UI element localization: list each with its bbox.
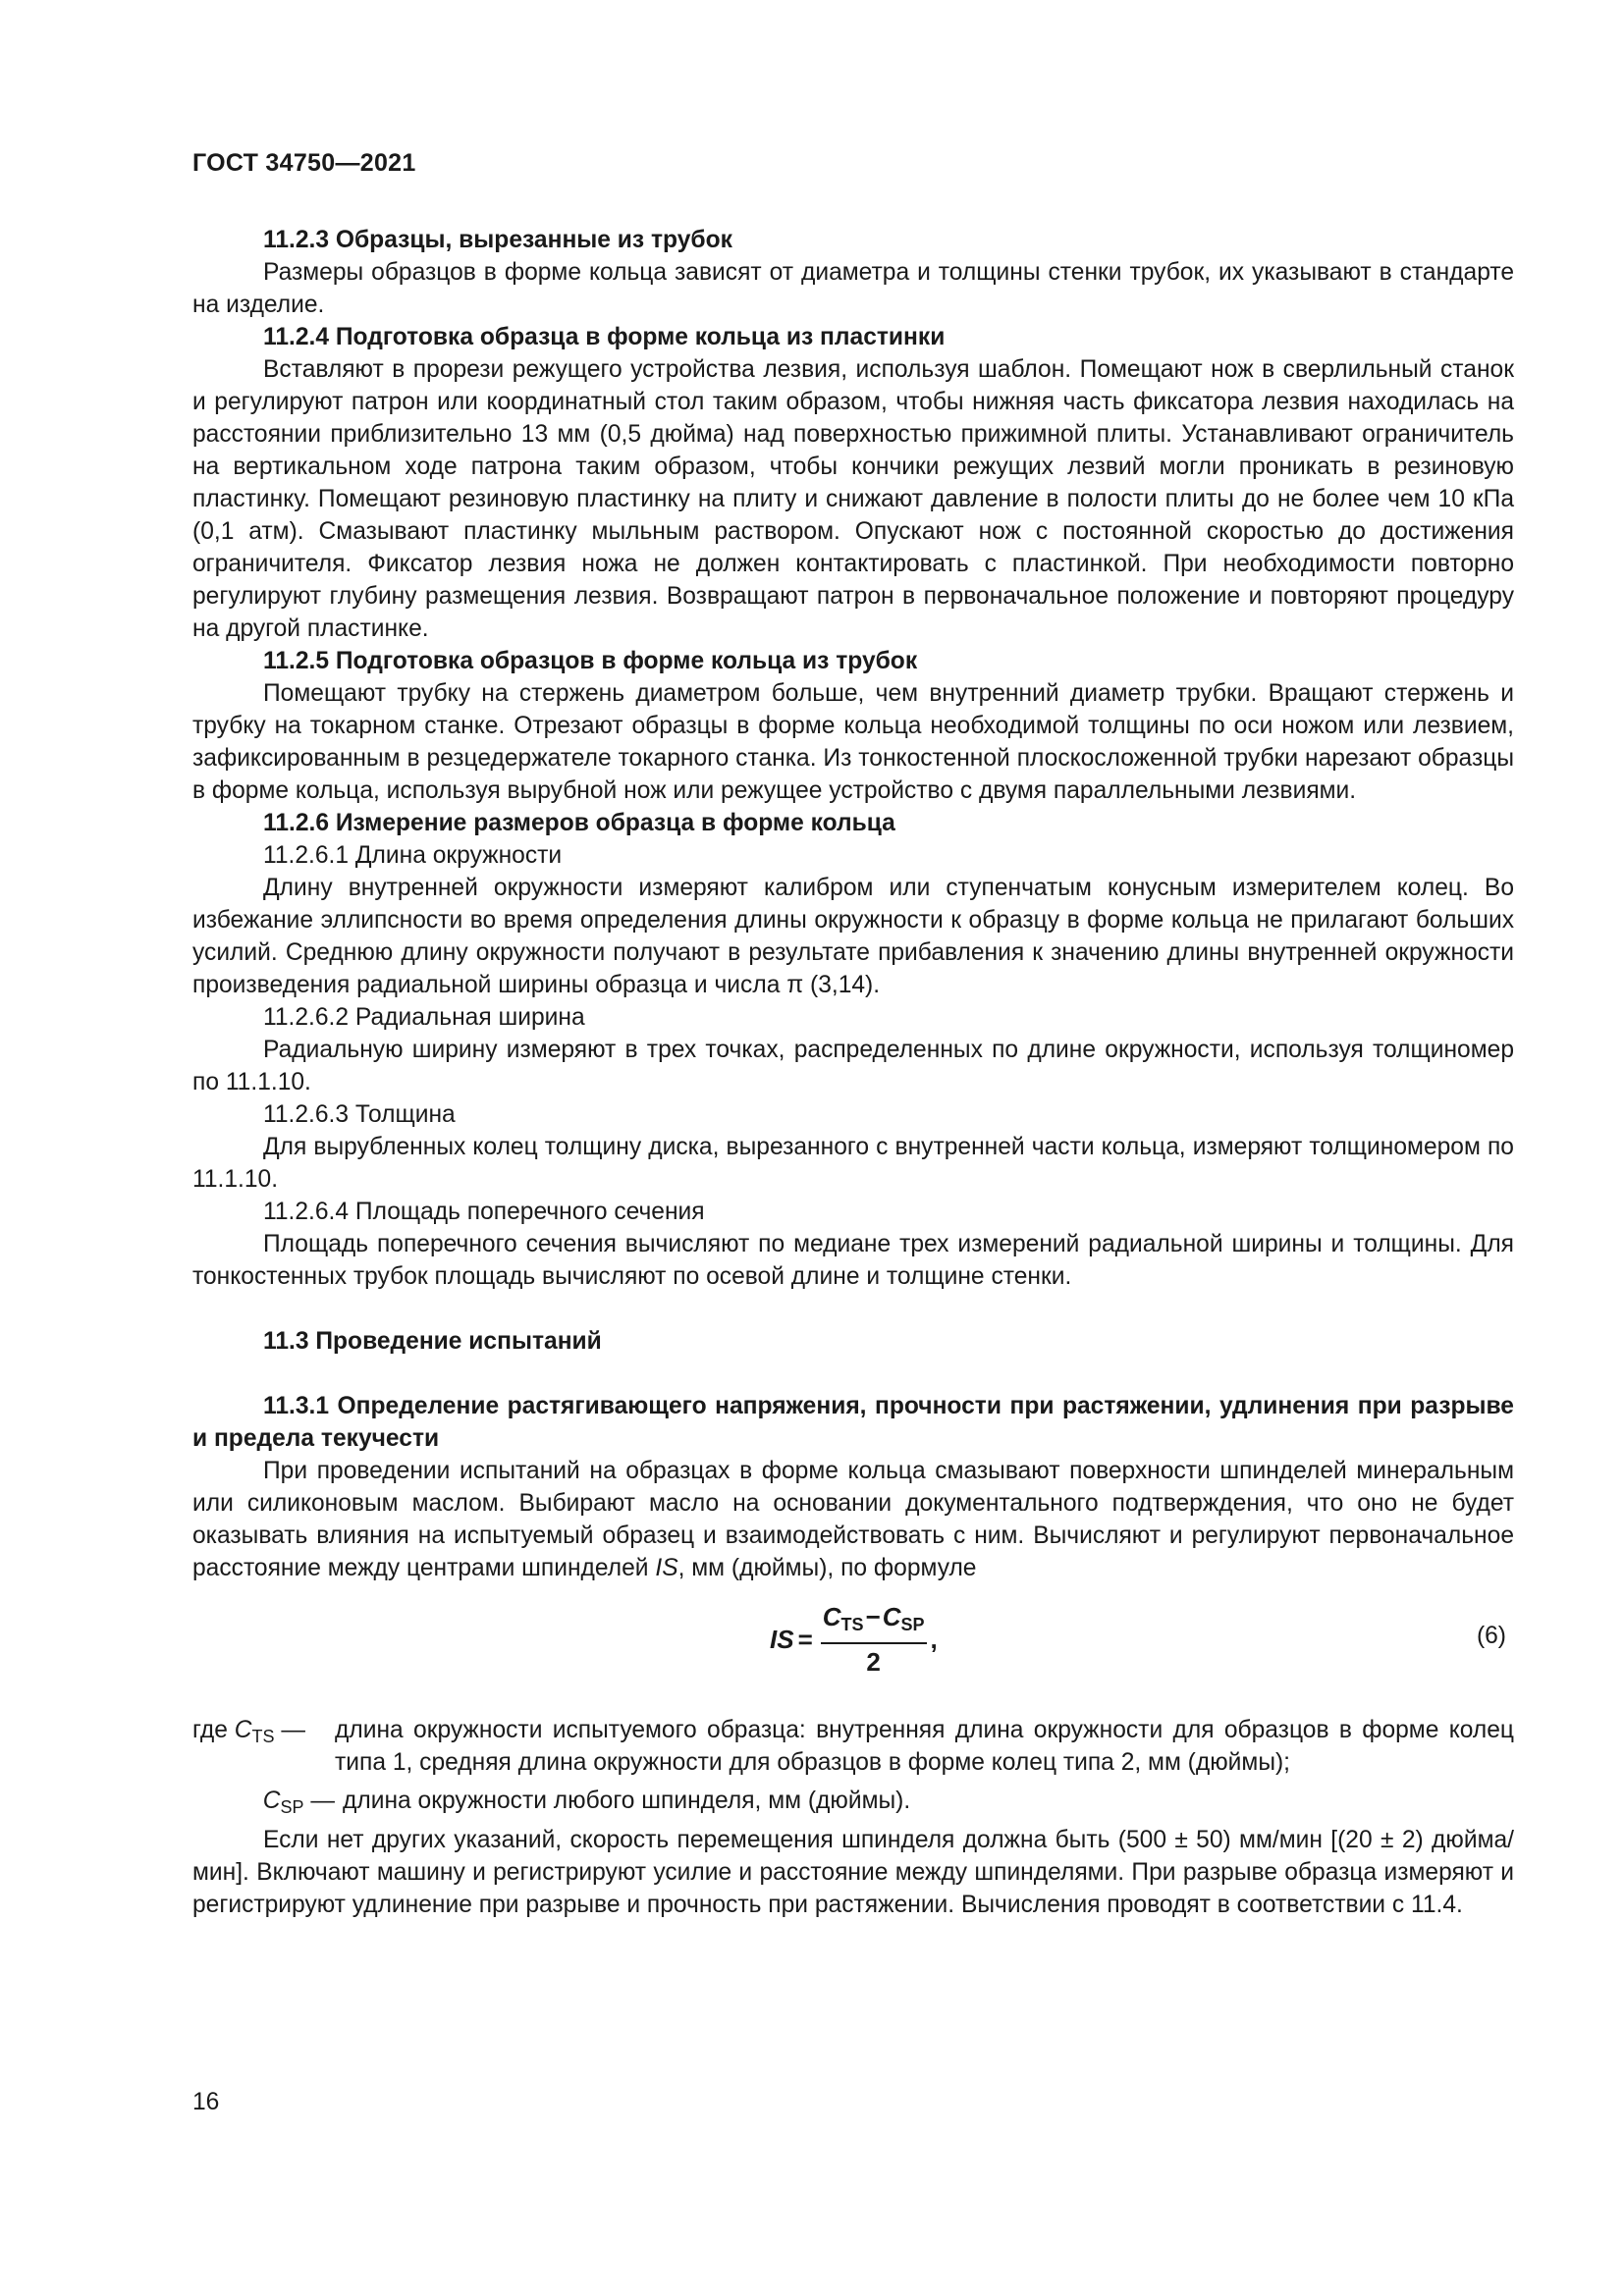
- section-11-2-6-3-title: 11.2.6.3 Толщина: [263, 1101, 456, 1128]
- formula-6: [192, 1602, 1514, 1692]
- where-csp-c: C: [262, 1788, 281, 1814]
- where-cts-sub: TS: [251, 1727, 275, 1746]
- formula-minus: −: [865, 1602, 881, 1631]
- section-11-3-1-text-b: , мм (дюймы), по формуле: [677, 1555, 977, 1581]
- where-lead: где: [192, 1717, 228, 1743]
- formula-lhs: IS: [770, 1625, 794, 1654]
- section-11-2-6-2-title: 11.2.6.2 Радиальная ширина: [263, 1004, 585, 1031]
- document-id: ГОСТ 34750—2021: [192, 149, 416, 177]
- section-11-2-5-text: Помещают трубку на стержень диаметром больше, чем внутренний диаметр трубки. Вращают стержень и трубку на токарном станке. Отрезают образцы в форме кольца необходимой толщины по оси ножом или лезвием, зафиксированным в резцедержателе токарного станка. Из тонкостенной плоскосложенной трубки нарезают образцы в форме кольца, используя вырубной нож или режущее устройство с двумя параллельными лезвиями.: [192, 680, 1514, 804]
- section-11-2-6-1-text: Длину внутренней окружности измеряют калибром или ступенчатым конусным измерителем колец. Во избежание эллипсности во время определения длины окружности к образцу в форме кольца не прилагают больших усилий. Среднюю длину окружности получают в результате прибавления к значению длины внутренней окружности произведения радиальной ширины образца и числа π (3,14).: [192, 875, 1514, 998]
- section-11-2-6-2-text: Радиальную ширину измеряют в трех точках, распределенных по длине окружности, используя толщиномер по 11.1.10.: [192, 1037, 1514, 1095]
- formula-c1: C: [822, 1602, 841, 1631]
- section-11-3-1-text: [192, 1455, 1514, 1584]
- formula-number: (6): [1476, 1623, 1506, 1649]
- section-11-3-1-text-a: При проведении испытаний на образцах в форме кольца смазывают поверхности шпинделей минеральным или силиконовым маслом. Выбирают масло на основании документального подтверждения, что оно не будет оказывать влияния на испытуемый образец и взаимодействовать с ним. Вычисляют и регулируют первоначальное расстояние между центрами шпинделей: [192, 1458, 1514, 1581]
- formula-sp: SP: [900, 1615, 925, 1634]
- where-cts-c: C: [234, 1717, 252, 1743]
- formula-equals: =: [797, 1625, 813, 1654]
- section-11-2-4-text: Вставляют в прорези режущего устройства лезвия, используя шаблон. Помещают нож в сверлильный станок и регулируют патрон или координатный стол таким образом, чтобы нижняя часть фиксатора лезвия находилась на расстоянии приблизительно 13 мм (0,5 дюйма) над поверхностью прижимной плиты. Устанавливают ограничитель на вертикальном ходе патрона таким образом, чтобы кончики режущих лезвий могли проникать в резиновую пластинку. Помещают резиновую пластинку на плиту и снижают давление в полости плиты до не более чем 10 кПа (0,1 атм). Смазывают пластинку мыльным раствором. Опускают нож с постоянной скоростью до достижения ограничителя. Фиксатор лезвия ножа не должен контактировать с пластинкой. При необходимости повторно регулируют глубину размещения лезвия. Возвращают патрон в первоначальное положение и повторяют процедуру на другой пластинке.: [192, 356, 1514, 642]
- where-dash-2: —: [310, 1788, 335, 1814]
- where-dash-1: —: [281, 1717, 305, 1743]
- section-11-2-5-title: 11.2.5 Подготовка образцов в форме кольца из трубок: [263, 648, 918, 674]
- formula-c2: C: [882, 1602, 901, 1631]
- document-body: [192, 224, 1514, 1921]
- where-term-cts: [192, 1714, 335, 1779]
- formula-ts: TS: [840, 1615, 864, 1634]
- where-desc-cts: длина окружности испытуемого образца: внутренняя длина окружности для образцов в форме колец типа 1, средняя длина окружности для образцов в форме колец типа 2, мм (дюймы);: [335, 1717, 1514, 1776]
- where-term-csp: [192, 1785, 335, 1824]
- where-desc-csp: длина окружности любого шпинделя, мм (дюймы).: [343, 1788, 911, 1814]
- final-paragraph: Если нет других указаний, скорость перемещения шпинделя должна быть (500 ± 50) мм/мин [(20 ± 2) дюйма/мин]. Включают машину и регистрируют усилие и расстояние между шпинделями. При разрыве образца измеряют и регистрируют удлинение при разрыве и прочность при растяжении. Вычисления проводят в соответствии с 11.4.: [192, 1827, 1514, 1918]
- section-11-2-6-3-text: Для вырубленных колец толщину диска, вырезанного с внутренней части кольца, измеряют толщиномером по 11.1.10.: [192, 1134, 1514, 1193]
- formula-numerator: [821, 1602, 927, 1644]
- section-11-2-3-title: 11.2.3 Образцы, вырезанные из трубок: [263, 227, 732, 253]
- where-csp-sub: SP: [280, 1797, 304, 1817]
- section-11-3-1-title: 11.3.1 Определение растягивающего напряжения, прочности при растяжении, удлинения при разрыве и предела текучести: [192, 1393, 1514, 1452]
- formula-comma: ,: [930, 1625, 938, 1654]
- formula-denominator: 2: [866, 1647, 881, 1677]
- section-11-2-3-text: Размеры образцов в форме кольца зависят от диаметра и толщины стенки трубок, их указывают в стандарте на изделие.: [192, 259, 1514, 318]
- section-11-3-title: 11.3 Проведение испытаний: [263, 1328, 602, 1355]
- section-11-2-6-4-title: 11.2.6.4 Площадь поперечного сечения: [263, 1199, 705, 1225]
- formula-expression: [770, 1602, 938, 1678]
- section-11-2-6-4-text: Площадь поперечного сечения вычисляют по медиане трех измерений радиальной ширины и толщины. Для тонкостенных трубок площадь вычисляют по осевой длине и толщине стенки.: [192, 1231, 1514, 1290]
- section-11-2-6-1-title: 11.2.6.1 Длина окружности: [263, 842, 563, 869]
- section-11-2-6-title: 11.2.6 Измерение размеров образца в форме кольца: [263, 810, 895, 836]
- where-row-csp: [192, 1785, 1514, 1824]
- page-number: 16: [192, 2089, 220, 2115]
- where-block: [192, 1714, 1514, 1824]
- formula-fraction: [821, 1602, 927, 1678]
- section-11-2-4-title: 11.2.4 Подготовка образца в форме кольца из пластинки: [263, 324, 946, 350]
- where-row-cts: [192, 1714, 1514, 1779]
- is-symbol: IS: [655, 1555, 678, 1581]
